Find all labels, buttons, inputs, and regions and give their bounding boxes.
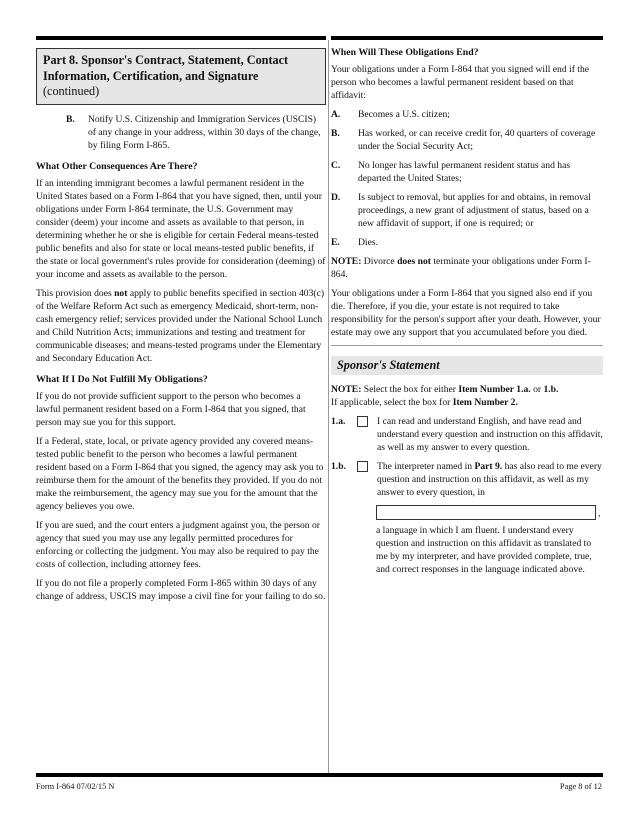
end-item: D. Is subject to removal, but applies for and obtains, in removal proceedings, a new grant of adjustment of status, based on a new affidavit of support, if one is required; or (331, 192, 591, 229)
fulfill-paragraph-2: If a Federal, state, local, or private agency provided any covered means-tested public benefit to the person who becomes a lawful permanent resident based on a Form I-864 that you signed, the agency may ask you to reimburse them for the amount of the benefits they provided. If you do not make the reimbursement, the agency may sue you for the amount that the agency believes you owe. (36, 435, 324, 512)
end-item: E. Dies. (331, 237, 378, 248)
footer-form-id: Form I-864 07/02/15 N (36, 782, 115, 791)
part-8-continued: (continued) (43, 84, 100, 98)
fulfill-paragraph-4: If you do not file a properly completed Form I-865 within 30 days of any change of address, USCIS may impose a civil fine for your failing to do so. (36, 577, 326, 602)
end-item: A. Becomes a U.S. citizen; (331, 109, 450, 120)
column-divider (328, 40, 329, 773)
item-1b (331, 460, 603, 499)
item-1b-continuation: a language in which I am fluent. I understand every question and instruction on this affidavit as translated to me by my interpreter, and have provided complete, true, and correct responses in the language indicated above. (376, 525, 592, 575)
language-input[interactable] (376, 505, 596, 520)
footer-page-number: Page 8 of 12 (559, 782, 602, 791)
left-column (36, 44, 326, 609)
obligations-end-heading: When Will These Obligations End? (331, 47, 479, 58)
consequences-paragraph-1: If an intending immigrant becomes a lawful permanent resident in the United States based on a Form I-864 that you have signed, then, until your obligations under Form I-864 terminate, the U.S. Government may consider (deem) your income and assets as available to that person, in determining whether he or she is eligible for certain Federal means-tested public benefits and also for state or local means-tested public benefits, if the state or local government's rules provide for consideration (deeming) of your income and assets as available to the person. (36, 177, 326, 280)
end-item: C. No longer has lawful permanent resident status and has departed the United States; (331, 160, 571, 184)
item-1b-checkbox[interactable] (357, 461, 368, 472)
top-rule-right (331, 36, 603, 40)
item-text: Notify U.S. Citizenship and Immigration Services (USCIS) of any change in your address, within 30 days of the change, by filing Form I-865. (88, 113, 321, 151)
fulfill-heading: What If I Do Not Fulfill My Obligations? (36, 373, 208, 385)
top-rule-left (36, 36, 326, 40)
item-label: B. (66, 113, 75, 125)
consequences-paragraph-2: This provision does not apply to public benefits specified in section 403(c) of the Welfare Reform Act such as emergency Medicaid, short-term, non-cash emergency relief; services provided under the National School Lunch and Child Nutrition Acts; immunizations and testing and treatment for communicable diseases; and means-tested programs under the Elementary and Secondary Education Act. (36, 287, 325, 364)
obligations-end-intro: Your obligations under a Form I-864 that you signed will end if the person who becomes a lawful permanent resident based on that affidavit: (331, 64, 590, 101)
section-divider (331, 345, 603, 346)
item-b-notify (36, 113, 326, 152)
item-1a-label: 1.a. (331, 416, 346, 427)
statement-note: NOTE: Select the box for either Item Number 1.a. or 1.b. If applicable, select the box for Item Number 2. (331, 384, 559, 408)
item-1b-text: The interpreter named in Part 9. has also read to me every question and instruction on this affidavit, as well as my answer to every question, in (377, 461, 602, 498)
item-1a-text: I can read and understand English, and have read and understand every question and instruction on this affidavit, as well as my answer to every question. (377, 416, 603, 453)
consequences-heading: What Other Consequences Are There? (36, 160, 198, 172)
right-column (331, 44, 603, 582)
part-8-title: Part 8. Sponsor's Contract, Statement, Contact Information, Certification, and Signature (43, 53, 289, 83)
death-paragraph: Your obligations under a Form I-864 that you signed also end if you die. Therefore, if you die, your estate is not required to take responsibility for the person's support after your death. However, your estate may owe any support that you accumulated before you died. (331, 288, 601, 338)
fulfill-paragraph-3: If you are sued, and the court enters a judgment against you, the person or agency that sued you may use any legally permitted procedures for enforcing or collecting the judgment. You may also be required to pay the costs of collection, including attorney fees. (36, 519, 320, 570)
language-row (376, 505, 603, 520)
item-1a-checkbox[interactable] (357, 416, 368, 427)
language-comma: , (598, 508, 601, 519)
bottom-rule (36, 773, 603, 777)
end-item: B. Has worked, or can receive credit for, 40 quarters of coverage under the Social Security Act; (331, 128, 596, 152)
item-1b-label: 1.b. (331, 461, 346, 472)
sponsor-statement-heading: Sponsor's Statement (331, 356, 603, 375)
part-8-header (36, 48, 326, 105)
divorce-note: NOTE: Divorce does not terminate your obligations under Form I-864. (331, 256, 591, 280)
item-1a (331, 415, 603, 454)
fulfill-paragraph-1: If you do not provide sufficient support to the person who becomes a lawful permanent resident based on a Form I-864 that you signed, that person may sue you for this support. (36, 390, 306, 428)
